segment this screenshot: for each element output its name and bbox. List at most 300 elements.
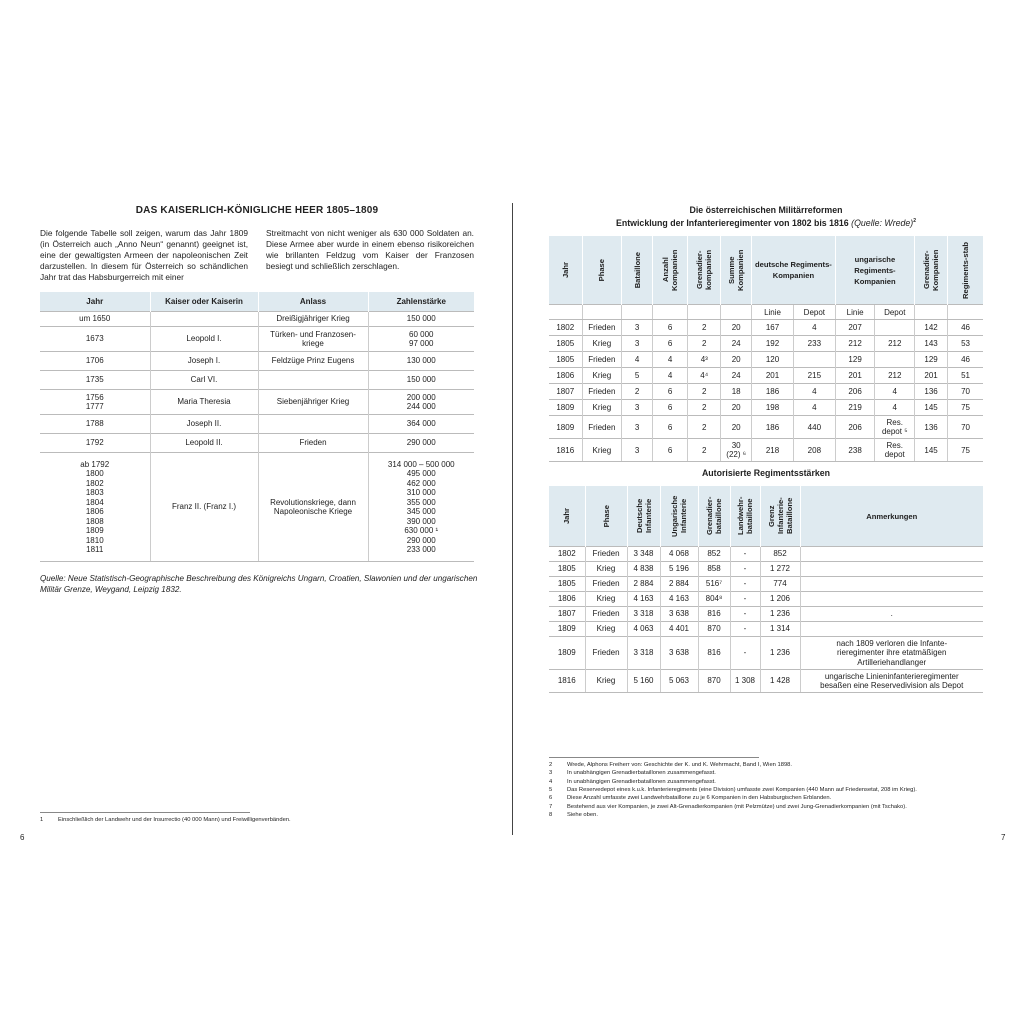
table-cell: 53	[948, 336, 983, 352]
table-cell: 1807	[549, 607, 585, 622]
table-cell: 129	[835, 352, 875, 368]
column-header-5	[730, 486, 760, 547]
table-cell: 516⁷	[698, 577, 730, 592]
table-cell: 201	[752, 368, 794, 384]
infantry-regiment-table	[549, 236, 983, 462]
footnote	[549, 786, 917, 794]
reform-title-note: 2	[913, 218, 917, 224]
table-cell: Carl VI.	[150, 371, 258, 390]
table-cell: 145	[915, 439, 948, 462]
table-cell: 1806	[549, 368, 582, 384]
table-cell: 206	[835, 384, 875, 400]
table-cell: 1792	[40, 434, 150, 453]
table-cell: 1805	[549, 336, 582, 352]
table-cell: 130 000	[368, 352, 474, 371]
table-cell: 6	[653, 320, 688, 336]
header-label: Grenadier-Kompanien	[922, 249, 941, 291]
table-cell: 143	[915, 336, 948, 352]
table-cell: 816	[698, 637, 730, 670]
table-cell: 206	[835, 416, 875, 439]
reform-title-line1: Die österreichischen Militärreformen	[689, 205, 843, 215]
table-cell: 4 401	[660, 622, 698, 637]
table-cell: 51	[948, 368, 983, 384]
table-row	[549, 607, 983, 622]
column-header-4	[698, 486, 730, 547]
column-header-2: Anlass	[258, 292, 368, 312]
table-cell: 364 000	[368, 415, 474, 434]
table-cell: 4 163	[660, 592, 698, 607]
table-cell: 1 308	[730, 670, 760, 693]
table-cell	[258, 415, 368, 434]
footnote-number: 3	[549, 770, 553, 777]
page-number: 6	[20, 833, 25, 842]
table-row	[549, 637, 983, 670]
table-cell: 212	[875, 336, 915, 352]
header-label: Regiments-stab	[961, 241, 971, 299]
table-cell: Franz II. (Franz I.)	[150, 453, 258, 562]
table-cell: 1 236	[760, 607, 800, 622]
table-cell: 136	[915, 384, 948, 400]
table-cell: Revolutionskriege, dann Napoleonische Kriege	[258, 453, 368, 562]
subheader-cell: Linie	[835, 305, 875, 320]
table-cell: 2 884	[660, 577, 698, 592]
table-cell: 3 318	[627, 607, 660, 622]
footnote	[549, 769, 716, 777]
table-cell: 129	[915, 352, 948, 368]
footnote	[40, 816, 291, 824]
table-cell: 852	[698, 547, 730, 562]
table-cell: 1809	[549, 637, 585, 670]
footnote-number: 4	[549, 778, 553, 785]
table-row	[549, 592, 983, 607]
table-cell: Leopold I.	[150, 327, 258, 352]
footnote	[549, 811, 598, 819]
table-row	[549, 320, 983, 336]
table-row	[549, 352, 983, 368]
subheader-cell	[549, 305, 582, 320]
table-cell: 212	[875, 368, 915, 384]
table-cell: 1802	[549, 320, 582, 336]
table-row	[40, 390, 474, 415]
table-cell: 150 000	[368, 371, 474, 390]
table-cell: 4	[793, 320, 835, 336]
table-cell: 18	[721, 384, 752, 400]
column-header-4	[688, 236, 721, 305]
table-cell: 4	[622, 352, 653, 368]
table-cell: 2	[688, 439, 721, 462]
table-row	[549, 416, 983, 439]
footnote-number: 6	[549, 795, 553, 802]
subheader-cell	[915, 305, 948, 320]
subheader-cell: Linie	[752, 305, 794, 320]
table-cell: 1 206	[760, 592, 800, 607]
table-row	[549, 384, 983, 400]
footnote-text: In unabhängigen Grenadierbataillonen zusammengefasst.	[567, 770, 716, 777]
table-cell: 6	[653, 336, 688, 352]
column-header-0	[549, 486, 585, 547]
table-cell	[875, 320, 915, 336]
table-cell: um 1650	[40, 312, 150, 327]
table-cell: Frieden	[582, 384, 622, 400]
table-cell: Krieg	[582, 439, 622, 462]
reform-title-line2	[549, 216, 983, 229]
table-cell: 6	[653, 384, 688, 400]
column-header-3: Zahlenstärke	[368, 292, 474, 312]
table-cell: -	[730, 637, 760, 670]
table-cell: 4³	[688, 352, 721, 368]
table-cell: 24	[721, 336, 752, 352]
table-cell	[150, 312, 258, 327]
table-cell: 3 318	[627, 637, 660, 670]
footnote-text: Diese Anzahl umfasste zwei Landwehrbataillone zu je 6 Kompanien in den Habsburgischen Erblanden.	[567, 795, 832, 802]
table-cell: 4 163	[627, 592, 660, 607]
table-cell: Frieden	[582, 416, 622, 439]
intro-paragraph-col2: Streitmacht von nicht weniger als 630 000 Soldaten an. Diese Armee aber wurde in einem ebenso risikoreichen wie brillanten Feldzug vom Kaiser der Franzosen besiegt und schließlich zerschlagen.	[266, 228, 474, 271]
table-cell: Krieg	[585, 562, 627, 577]
table-cell: 1816	[549, 670, 585, 693]
column-header-0	[549, 236, 582, 305]
table-cell: Maria Theresia	[150, 390, 258, 415]
table-cell: nach 1809 verloren die Infante- rieregimenter ihre etatmäßigen Artilleriehandlanger	[800, 637, 983, 670]
table-cell: 46	[948, 352, 983, 368]
table-cell: 5 160	[627, 670, 660, 693]
table-cell: 2	[688, 416, 721, 439]
table-cell: 70	[948, 416, 983, 439]
table-cell: 2	[688, 400, 721, 416]
table-cell: 6	[653, 416, 688, 439]
table-cell: Feldzüge Prinz Eugens	[258, 352, 368, 371]
intro-paragraph-col1: Die folgende Tabelle soll zeigen, warum das Jahr 1809 (in Österreich auch „Anno Neun“ genannt) geeignet ist, eine der gewaltigsten Armeen der napoleonischen Zeit darzustellen. In diesem für Österreich so schändlichen Jahr trat das Habsburgerreich mit einer	[40, 228, 248, 282]
table-cell: 20	[721, 400, 752, 416]
table-cell: 4 068	[660, 547, 698, 562]
table-cell: 3	[622, 320, 653, 336]
column-header-1	[582, 236, 622, 305]
table-cell: 142	[915, 320, 948, 336]
reform-title-source: (Quelle: Wrede)	[851, 217, 914, 228]
table-cell: 20	[721, 416, 752, 439]
table-cell: Krieg	[585, 622, 627, 637]
table-cell: 207	[835, 320, 875, 336]
table-cell: 218	[752, 439, 794, 462]
table-cell: 6	[653, 400, 688, 416]
table-cell: 2 884	[627, 577, 660, 592]
table-cell: 30 (22) ⁶	[721, 439, 752, 462]
subheader-cell	[721, 305, 752, 320]
table-cell: 198	[752, 400, 794, 416]
header-label: Grenadier-bataillone	[705, 496, 723, 536]
table-cell: 46	[948, 320, 983, 336]
table-cell: 145	[915, 400, 948, 416]
column-header-5	[721, 236, 752, 305]
table-cell: Joseph II.	[150, 415, 258, 434]
column-header-3	[660, 486, 698, 547]
table-cell: Krieg	[582, 368, 622, 384]
table-cell: 20	[721, 352, 752, 368]
table-cell: 186	[752, 384, 794, 400]
column-header-6	[760, 486, 800, 547]
table-row	[549, 439, 983, 462]
table-cell: -	[730, 622, 760, 637]
subheader-cell	[622, 305, 653, 320]
table-cell: 1 428	[760, 670, 800, 693]
table-cell: 3 348	[627, 547, 660, 562]
table-cell: 215	[793, 368, 835, 384]
header-row	[40, 292, 474, 312]
table-cell: 1788	[40, 415, 150, 434]
footnote-text: Wrede, Alphons Freiherr von: Geschichte der K. und K. Wehrmacht, Band I, Wien 1898.	[567, 762, 793, 768]
table-cell: 6	[653, 439, 688, 462]
table-cell: 70	[948, 384, 983, 400]
table-row	[40, 352, 474, 371]
table-cell: Joseph I.	[150, 352, 258, 371]
table-cell: Res. depot	[875, 439, 915, 462]
footnote-rule-right	[549, 757, 759, 758]
column-header-2	[622, 236, 653, 305]
footnote	[549, 761, 792, 769]
header-label: Summe Kompanien	[727, 249, 746, 291]
table-row	[549, 622, 983, 637]
column-header-2	[627, 486, 660, 547]
header-label: Phase	[601, 504, 611, 528]
subheader-cell	[582, 305, 622, 320]
footnote-text: Bestehend aus vier Kompanien, je zwei Alt-Grenadierkompanien (mit Pelzmütze) und zwei Jung-Grenadierkompanien (mit Tschako).	[567, 803, 907, 810]
table-cell: 1809	[549, 400, 582, 416]
footnote-text: In unabhängigen Grenadierbataillonen zusammengefasst.	[567, 778, 716, 785]
table-cell	[258, 371, 368, 390]
table-cell: 201	[915, 368, 948, 384]
subheader-cell	[948, 305, 983, 320]
table-cell: 290 000	[368, 434, 474, 453]
table-row	[40, 371, 474, 390]
table-cell	[800, 547, 983, 562]
subheader-cell: Depot	[875, 305, 915, 320]
table-cell: 1807	[549, 384, 582, 400]
header-label: deutsche Regiments- Kompanien	[755, 260, 832, 280]
footnote-number: 7	[549, 803, 553, 810]
column-header-7	[800, 486, 983, 547]
table-cell: 4	[653, 352, 688, 368]
table-row	[40, 312, 474, 327]
reform-title	[549, 205, 983, 229]
column-header-1	[585, 486, 627, 547]
table-cell: Frieden	[258, 434, 368, 453]
table-cell: ungarische Linieninfanterieregimenter besaßen eine Reservedivision als Depot	[800, 670, 983, 693]
table-cell: 60 000 97 000	[368, 327, 474, 352]
table-cell: Frieden	[582, 352, 622, 368]
table-row	[40, 453, 474, 562]
table-cell: 4	[793, 384, 835, 400]
table-cell: Krieg	[585, 592, 627, 607]
table-cell: -	[730, 577, 760, 592]
table-row	[549, 368, 983, 384]
table-cell	[800, 562, 983, 577]
table-cell: 4⁴	[688, 368, 721, 384]
table-cell: 75	[948, 400, 983, 416]
table-cell: 1816	[549, 439, 582, 462]
table-cell: 75	[948, 439, 983, 462]
column-header-0: Jahr	[40, 292, 150, 312]
column-header-7	[835, 236, 914, 305]
table-cell: 120	[752, 352, 794, 368]
table-cell: .	[800, 607, 983, 622]
table-cell: 233	[793, 336, 835, 352]
subheader-cell	[688, 305, 721, 320]
table-cell: 1805	[549, 352, 582, 368]
table-cell: 3	[622, 400, 653, 416]
footnote	[549, 794, 831, 802]
table-cell: 1706	[40, 352, 150, 371]
footnote-rule	[40, 812, 250, 813]
table-cell	[875, 352, 915, 368]
table-cell: 2	[688, 336, 721, 352]
footnote-number: 1	[40, 817, 44, 823]
table-cell: 3	[622, 336, 653, 352]
footnote-number: 2	[549, 762, 553, 768]
table-cell: 1 272	[760, 562, 800, 577]
table-cell: 2	[688, 384, 721, 400]
table-cell: 3 638	[660, 637, 698, 670]
table-cell: 4	[875, 384, 915, 400]
table-cell: 804⁸	[698, 592, 730, 607]
table-row	[549, 547, 983, 562]
table-cell: 192	[752, 336, 794, 352]
table-cell: 186	[752, 416, 794, 439]
table-cell: 816	[698, 607, 730, 622]
table-row	[549, 400, 983, 416]
table-cell: 201	[835, 368, 875, 384]
table-cell: 852	[760, 547, 800, 562]
table-cell: 314 000 – 500 000 495 000 462 000 310 000 355 000 345 000 390 000 630 000 ¹ 290 000 233 000	[368, 453, 474, 562]
table-cell: Türken- und Franzosen- kriege	[258, 327, 368, 352]
table-cell: 2	[622, 384, 653, 400]
subheader-cell	[653, 305, 688, 320]
header-label: Deutsche Infanterie	[634, 498, 653, 534]
table-cell: 3	[622, 416, 653, 439]
table-cell: 1809	[549, 416, 582, 439]
reform-title-text: Entwicklung der Infanterieregimenter von 1802 bis 1816	[615, 217, 849, 228]
header-label: Anmerkungen	[866, 511, 918, 521]
header-label: Phase	[597, 258, 607, 282]
table-cell: 24	[721, 368, 752, 384]
table-cell: 1735	[40, 371, 150, 390]
table-cell: 1 236	[760, 637, 800, 670]
page-title: DAS KAISERLICH-KÖNIGLICHE HEER 1805–1809	[135, 205, 379, 216]
footnote-text: Das Reservedepot eines k.u.k. Infanterieregiments (eine Division) umfasste zwei Kompanien (440 Mann auf Friedensetat, 208 im Krieg).	[567, 786, 917, 793]
table-cell: 5	[622, 368, 653, 384]
table-cell: Frieden	[585, 547, 627, 562]
footnote-number: 8	[549, 811, 553, 818]
table-cell: -	[730, 607, 760, 622]
table-cell: 4 063	[627, 622, 660, 637]
table-cell: -	[730, 562, 760, 577]
table-cell: Dreißigjähriger Krieg	[258, 312, 368, 327]
table-cell: ab 1792 1800 1802 1803 1804 1806 1808 1809 1810 1811	[40, 453, 150, 562]
table-cell	[800, 622, 983, 637]
table-cell: Leopold II.	[150, 434, 258, 453]
column-header-1: Kaiser oder Kaiserin	[150, 292, 258, 312]
subheader-cell: Depot	[793, 305, 835, 320]
table-cell: 4	[875, 400, 915, 416]
table-cell: Frieden	[582, 320, 622, 336]
footnote-number: 5	[549, 786, 553, 793]
table-cell: 20	[721, 320, 752, 336]
table-cell: 858	[698, 562, 730, 577]
table-row	[40, 327, 474, 352]
table-cell: Res. depot ⁵	[875, 416, 915, 439]
column-header-8	[915, 236, 948, 305]
table-cell: -	[730, 547, 760, 562]
header-label: Grenadier-kompanien	[695, 249, 714, 291]
header-label: Anzahl Kompanien	[661, 249, 680, 291]
table-cell: 1802	[549, 547, 585, 562]
table-cell: 1805	[549, 577, 585, 592]
table-cell: 4	[793, 400, 835, 416]
table-cell: Frieden	[585, 577, 627, 592]
table-cell: 440	[793, 416, 835, 439]
header-label: Ungarische Infanterie	[670, 495, 688, 537]
table-cell: 1673	[40, 327, 150, 352]
table-cell	[800, 592, 983, 607]
table-cell: 208	[793, 439, 835, 462]
army-strength-table	[40, 292, 474, 562]
header-label: Grenz Infanterie-Bataillone	[766, 497, 794, 535]
table-cell: 1 314	[760, 622, 800, 637]
table-cell: Frieden	[585, 637, 627, 670]
table-cell: 870	[698, 622, 730, 637]
table-cell: Frieden	[585, 607, 627, 622]
footnote-text: Siehe oben.	[567, 811, 598, 818]
table-cell: 4	[653, 368, 688, 384]
table-cell: -	[730, 592, 760, 607]
table-row	[40, 434, 474, 453]
table-cell: 5 196	[660, 562, 698, 577]
table-cell: 238	[835, 439, 875, 462]
table-cell: 1809	[549, 622, 585, 637]
table-cell	[800, 577, 983, 592]
table-cell: 3	[622, 439, 653, 462]
header-label: Jahr	[562, 507, 572, 525]
table-cell: 150 000	[368, 312, 474, 327]
table-row	[549, 336, 983, 352]
table-cell: 774	[760, 577, 800, 592]
table-cell: Krieg	[582, 400, 622, 416]
table-cell: 136	[915, 416, 948, 439]
table-cell: 212	[835, 336, 875, 352]
table-row	[549, 562, 983, 577]
table-cell: Krieg	[582, 336, 622, 352]
table-cell: 167	[752, 320, 794, 336]
subheader-row	[549, 305, 983, 320]
footnote	[549, 778, 716, 786]
table-cell	[793, 352, 835, 368]
table-cell: 3 638	[660, 607, 698, 622]
header-label: Jahr	[560, 261, 570, 279]
table-cell: 2	[688, 320, 721, 336]
source-note: Quelle: Neue Statistisch-Geographische Beschreibung des Königreichs Ungarn, Croatien, Slawonien und der ungarischen Militär Grenze, Weygand, Leipzig 1832.	[40, 574, 478, 594]
authorized-strength-title: Autorisierte Regimentsstärken	[701, 468, 831, 478]
header-label: ungarische Regiments- Kompanien	[854, 254, 896, 286]
table-cell: 870	[698, 670, 730, 693]
page-number-right: 7	[1001, 833, 1006, 842]
table-row	[549, 670, 983, 693]
footnote	[549, 803, 907, 811]
table-cell: 200 000 244 000	[368, 390, 474, 415]
table-cell: 5 063	[660, 670, 698, 693]
column-header-9	[948, 236, 983, 305]
table-cell: 1805	[549, 562, 585, 577]
table-cell: Siebenjähriger Krieg	[258, 390, 368, 415]
header-label: Landwehr-bataillone	[736, 496, 754, 536]
